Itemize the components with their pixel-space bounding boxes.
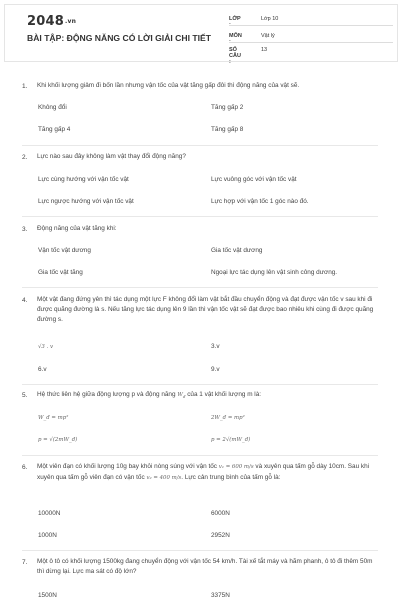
- answer-option[interactable]: Lực cùng hướng với vận tốc vật: [38, 176, 129, 183]
- answer-option[interactable]: Lực vuông góc với vận tốc vật: [211, 176, 297, 183]
- answer-option[interactable]: W_đ = mp²: [38, 415, 69, 421]
- answer-option[interactable]: Không đổi: [38, 104, 67, 111]
- meta-count-label: SỐ CÂU :: [229, 47, 241, 65]
- meta-divider: [229, 42, 393, 43]
- answer-option[interactable]: 10000N: [38, 510, 61, 517]
- meta-class-label: LỚP :: [229, 16, 241, 28]
- answer-option[interactable]: Lực hợp với vận tốc 1 góc nào đó.: [211, 198, 309, 205]
- answer-option[interactable]: Vận tốc vật dương: [38, 247, 91, 254]
- question-text: Hệ thức liên hệ giữa động lượng p và động năng $W_đ$ của 1 vật khối lượng m là:: [37, 391, 262, 400]
- meta-count-value: 13: [261, 47, 268, 53]
- question-divider: [22, 455, 378, 456]
- question-number: 6.: [22, 464, 28, 471]
- question-divider: [22, 216, 378, 217]
- meta-subject-label: MÔN :: [229, 33, 242, 45]
- question-divider: [22, 384, 378, 385]
- worksheet-header: [4, 4, 398, 65]
- answer-option[interactable]: Tăng gấp 4: [38, 126, 71, 133]
- meta-class-value: Lớp 10: [261, 16, 279, 22]
- answer-option[interactable]: 9.v: [211, 366, 220, 373]
- answer-option[interactable]: Tăng gấp 2: [211, 104, 244, 111]
- answer-option[interactable]: 6.v: [38, 366, 47, 373]
- answer-option[interactable]: p = √(2mW_đ): [38, 437, 78, 443]
- answer-option[interactable]: 2W_đ = mp²: [211, 415, 245, 421]
- site-logo[interactable]: 2048.vn: [27, 14, 77, 29]
- answer-option[interactable]: √3 . v: [38, 344, 54, 350]
- question-text: Lực nào sau đây không làm vật thay đổi động năng?: [37, 153, 186, 160]
- question-number: 1.: [22, 83, 28, 90]
- answer-option[interactable]: 6000N: [211, 510, 230, 517]
- answer-option[interactable]: 1500N: [38, 592, 57, 599]
- answer-option[interactable]: p = 2√(mW_đ): [211, 437, 251, 443]
- question-number: 3.: [22, 226, 28, 233]
- question-text: Một vật đang đứng yên thì tác dụng một lực F không đổi làm vật bắt đầu chuyển động và đạt được vận tốc v sau khi đi được quãng đường là s. Nếu tăng lực tác dụng lên 9 lần thì vận tốc vật sẽ đạt được bao nhiêu khi cùng đi được quãng đường s.: [37, 296, 374, 323]
- meta-subject-value: Vật lý: [261, 33, 275, 39]
- answer-option[interactable]: Gia tốc vật tăng: [38, 269, 83, 276]
- meta-divider: [229, 25, 393, 26]
- answer-option[interactable]: 1000N: [38, 532, 57, 539]
- question-text: Một viên đạn có khối lượng 10g bay khỏi nòng súng với vận tốc v₁ = 600 m/s và xuyên qua tấm gỗ dày 10cm. Sau khi xuyên qua tấm gỗ viên đạn có vận tốc v₂ = 400 m/s. Lực cản trung bình của tấm gỗ là:: [37, 463, 370, 481]
- question-text: Một ô tô có khối lượng 1500kg đang chuyển động với vận tốc 54 km/h. Tài xế tắt máy và hãm phanh, ô tô đi thêm 50m thì dừng lại. Lực ma sát có độ lớn?: [37, 558, 373, 575]
- answer-option[interactable]: 3375N: [211, 592, 230, 599]
- question-number: 5.: [22, 392, 28, 399]
- question-number: 4.: [22, 297, 28, 304]
- page-title: BÀI TẬP: ĐỘNG NĂNG CÓ LỜI GIẢI CHI TIẾT: [27, 33, 211, 43]
- question-divider: [22, 550, 378, 551]
- answer-option[interactable]: Ngoại lực tác dụng lên vật sinh công dương.: [211, 269, 338, 276]
- formula-v1: v₁ = 600 m/s: [218, 464, 254, 470]
- answer-option[interactable]: 2952N: [211, 532, 230, 539]
- question-number: 7.: [22, 559, 28, 566]
- formula-v2: v₂ = 400 m/s: [146, 474, 182, 481]
- answer-option[interactable]: Lực ngược hướng với vận tốc vật: [38, 198, 134, 205]
- answer-option[interactable]: 3.v: [211, 343, 220, 350]
- question-text: Khi khối lượng giảm đi bốn lần nhưng vận tốc của vật tăng gấp đôi thì động năng của vật sẽ.: [37, 82, 300, 89]
- answer-option[interactable]: Gia tốc vật dương: [211, 247, 263, 254]
- question-divider: [22, 287, 378, 288]
- question-text: Động năng của vật tăng khi:: [37, 225, 117, 232]
- question-number: 2.: [22, 154, 28, 161]
- question-divider: [22, 145, 378, 146]
- symbol-kinetic-energy: $W_đ$: [177, 392, 186, 400]
- answer-option[interactable]: Tăng gấp 8: [211, 126, 244, 133]
